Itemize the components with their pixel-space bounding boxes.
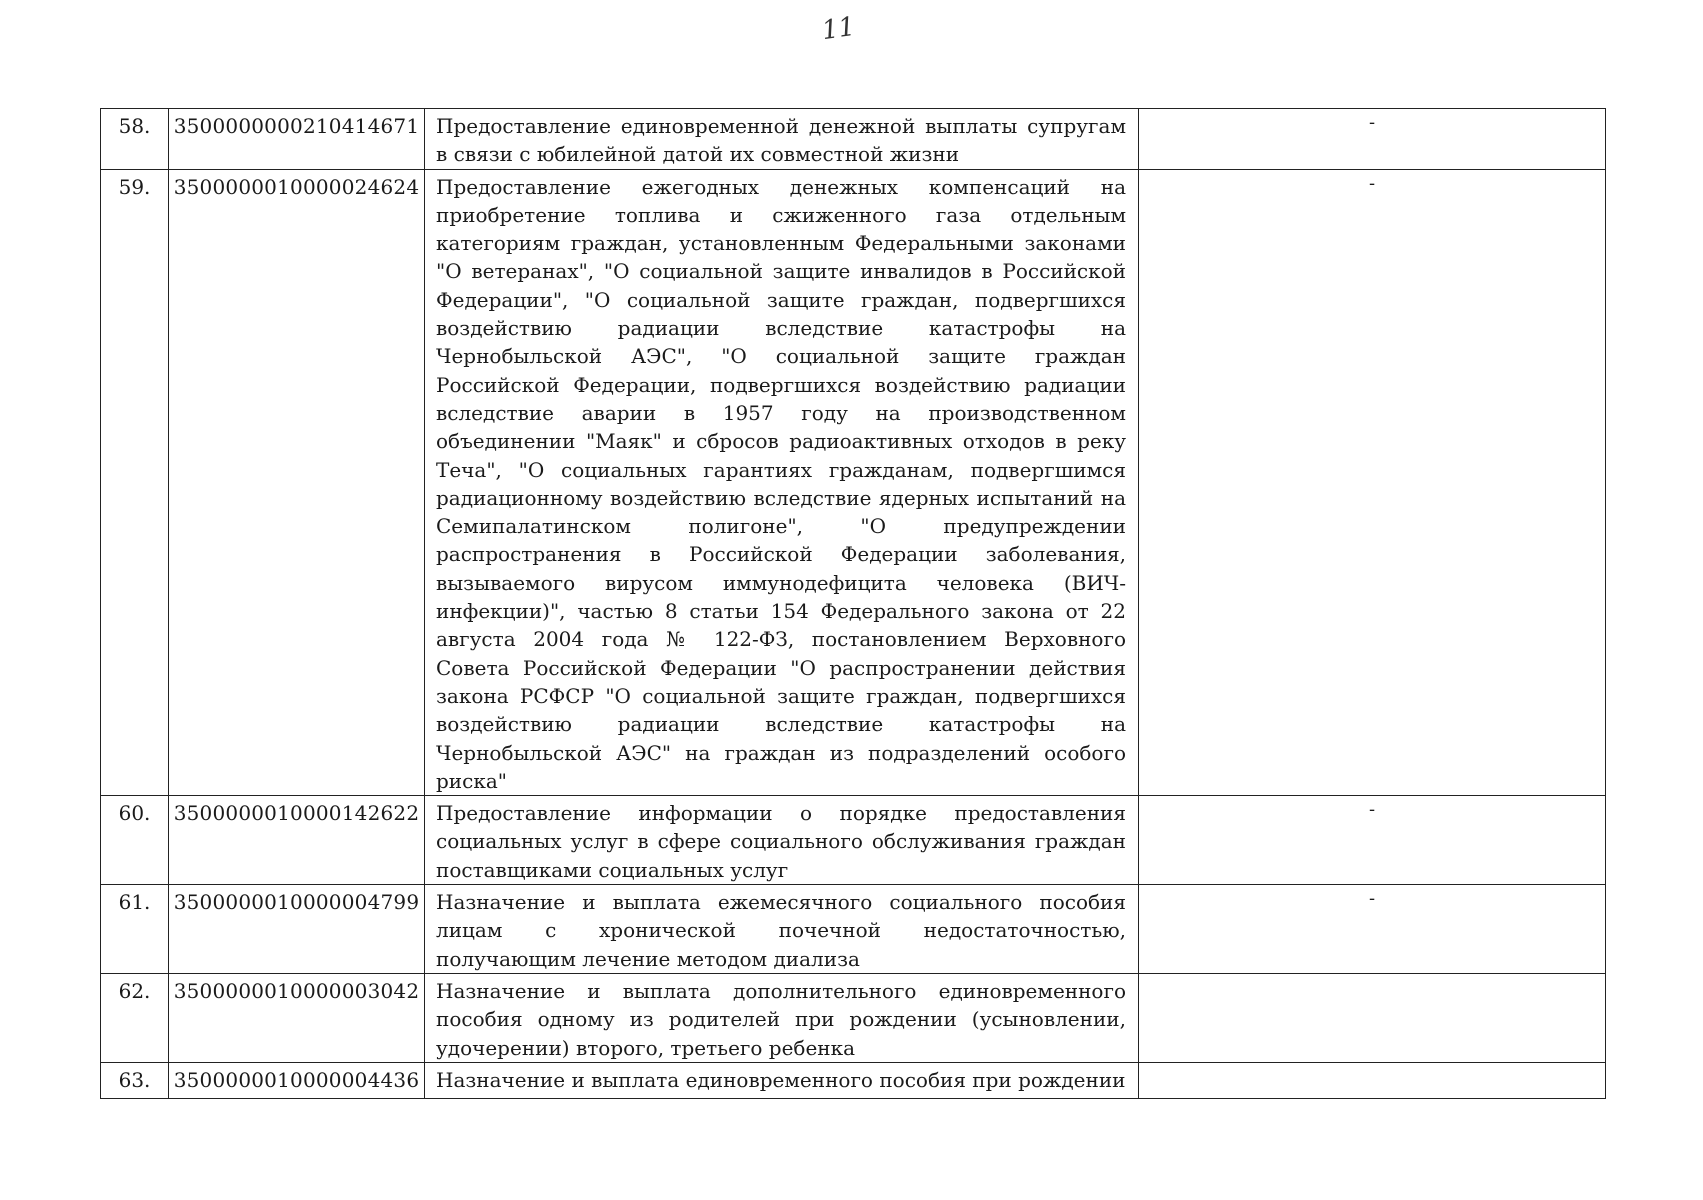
service-note: - (1139, 109, 1606, 170)
row-number: 60. (101, 796, 169, 885)
row-number: 61. (101, 885, 169, 974)
row-number: 63. (101, 1062, 169, 1098)
row-number: 59. (101, 169, 169, 796)
service-note: - (1139, 796, 1606, 885)
service-note (1139, 974, 1606, 1063)
service-code: 3500000010000004799 (169, 885, 425, 974)
table-row (101, 109, 1606, 170)
service-description: Назначение и выплата ежемесячного социального пособия лицам с хронической почечной недостаточностью, получающим лечение методом диализа (425, 885, 1139, 974)
services-registry-table (100, 108, 1606, 1099)
service-code: 3500000010000004436 (169, 1062, 425, 1098)
service-description: Предоставление информации о порядке предоставления социальных услуг в сфере социального обслуживания граждан поставщиками социальных услуг (425, 796, 1139, 885)
service-code: 3500000010000024624 (169, 169, 425, 796)
table-row (101, 169, 1606, 796)
service-description: Предоставление единовременной денежной выплаты супругам в связи с юбилейной датой их совместной жизни (425, 109, 1139, 170)
service-description: Назначение и выплата единовременного пособия при рождении (425, 1062, 1139, 1098)
service-code: 3500000010000003042 (169, 974, 425, 1063)
service-description: Назначение и выплата дополнительного единовременного пособия одному из родителей при рождении (усыновлении, удочерении) второго, третьего ребенка (425, 974, 1139, 1063)
page-number: 11 (820, 11, 858, 47)
service-code: 3500000000210414671 (169, 109, 425, 170)
service-code: 3500000010000142622 (169, 796, 425, 885)
service-description: Предоставление ежегодных денежных компенсаций на приобретение топлива и сжиженного газа отдельным категориям граждан, установленным Федеральными законами "О ветеранах", "О социальной защите инвалидов в Российской Федерации", "О социальной защите граждан, подвергшихся воздействию радиации вследствие катастрофы на Чернобыльской АЭС", "О социальной защите граждан Российской Федерации, подвергшихся воздействию радиации вследствие аварии в 1957 году на производственном объединении "Маяк" и сбросов радиоактивных отходов в реку Теча", "О социальных гарантиях гражданам, подвергшимся радиационному воздействию вследствие ядерных испытаний на Семипалатинском полигоне", "О предупреждении распространения в Российской Федерации заболевания, вызываемого вирусом иммунодефицита человека (ВИЧ-инфекции)", частью 8 статьи 154 Федерального закона от 22 августа 2004 года № 122-ФЗ, постановлением Верховного Совета Российской Федерации "О распространении действия закона РСФСР "О социальной защите граждан, подвергшихся воздействию радиации вследствие катастрофы на Чернобыльской АЭС" на граждан из подразделений особого риска" (425, 169, 1139, 796)
service-note: - (1139, 885, 1606, 974)
table-row (101, 974, 1606, 1063)
row-number: 62. (101, 974, 169, 1063)
service-note (1139, 1062, 1606, 1098)
table-row (101, 796, 1606, 885)
row-number: 58. (101, 109, 169, 170)
table-row (101, 1062, 1606, 1098)
table-row (101, 885, 1606, 974)
service-note: - (1139, 169, 1606, 796)
